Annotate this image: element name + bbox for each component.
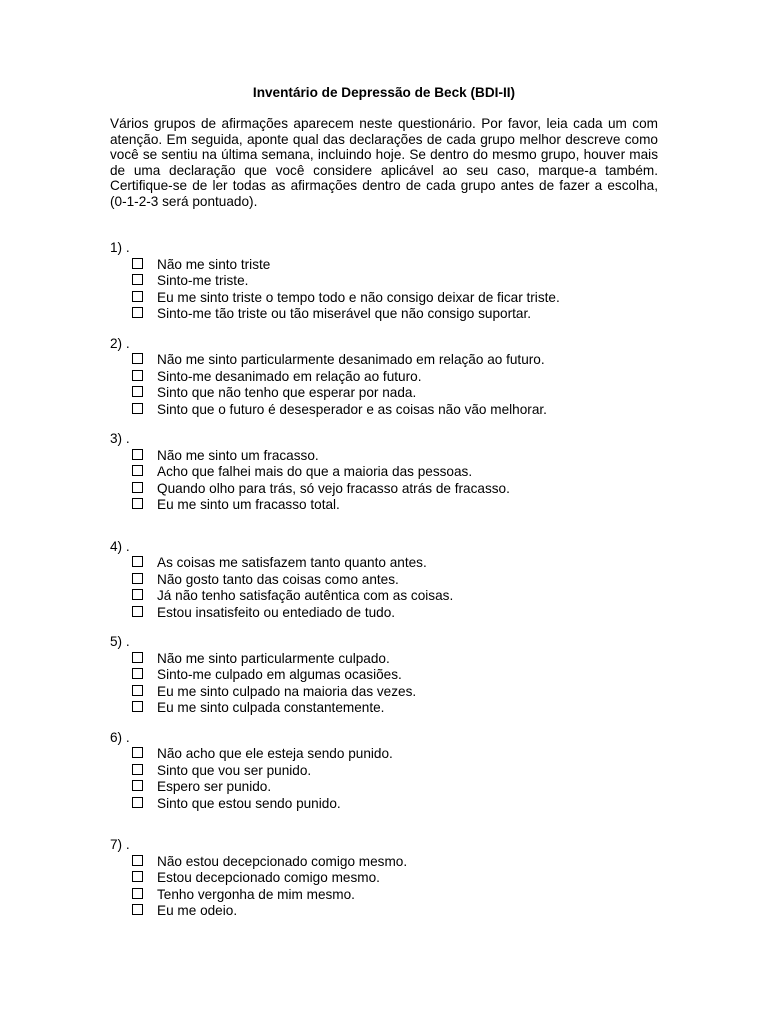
option-label: Sinto-me triste. bbox=[157, 273, 249, 288]
answer-option[interactable] bbox=[110, 684, 658, 701]
answer-option[interactable] bbox=[110, 870, 658, 887]
checkbox-icon[interactable] bbox=[132, 797, 143, 808]
option-label: As coisas me satisfazem tanto quanto antes. bbox=[157, 555, 427, 570]
checkbox-icon[interactable] bbox=[132, 465, 143, 476]
answer-option[interactable] bbox=[110, 402, 658, 419]
answer-option[interactable] bbox=[110, 572, 658, 589]
answer-option[interactable] bbox=[110, 903, 658, 920]
answer-option[interactable] bbox=[110, 306, 658, 323]
answer-option[interactable] bbox=[110, 588, 658, 605]
option-label: Sinto que vou ser punido. bbox=[157, 762, 312, 778]
question-number: 7) . bbox=[110, 837, 130, 852]
option-label: Sinto-me tão triste ou tão miserável que não consigo suportar. bbox=[157, 306, 532, 321]
checkbox-icon[interactable] bbox=[132, 449, 143, 460]
question-number: 4) . bbox=[110, 538, 130, 554]
option-label: Sinto-me desanimado em relação ao futuro. bbox=[157, 368, 422, 384]
checkbox-icon[interactable] bbox=[132, 556, 143, 567]
question-7 bbox=[110, 837, 658, 920]
answer-option[interactable] bbox=[110, 385, 658, 402]
question-2 bbox=[110, 336, 658, 419]
instructions-paragraph: Vários grupos de afirmações aparecem neste questionário. Por favor, leia cada um com atenção. Em seguida, aponte qual das declarações de cada grupo melhor descreve como você se sentiu na última semana, incluindo hoje. Se dentro do mesmo grupo, houver mais de uma declaração que você considere aplicável ao seu caso, marque-a também. Certifique-se de ler todas as afirmações dentro de cada grupo antes de fazer a escolha, (0-1-2-3 será pontuado). bbox=[110, 116, 658, 209]
option-label: Eu me odeio. bbox=[157, 903, 238, 918]
checkbox-icon[interactable] bbox=[132, 855, 143, 866]
document-title: Inventário de Depressão de Beck (BDI-II) bbox=[252, 85, 516, 100]
option-label: Eu me sinto culpada constantemente. bbox=[157, 700, 385, 715]
option-label: Estou insatisfeito ou entediado de tudo. bbox=[157, 604, 396, 620]
answer-option[interactable] bbox=[110, 887, 658, 904]
answer-option[interactable] bbox=[110, 763, 658, 780]
checkbox-icon[interactable] bbox=[132, 291, 143, 302]
checkbox-icon[interactable] bbox=[132, 668, 143, 679]
question-6 bbox=[110, 730, 658, 813]
question-4 bbox=[110, 539, 658, 622]
option-label: Acho que falhei mais do que a maioria das pessoas. bbox=[157, 464, 473, 479]
option-label: Estou decepcionado comigo mesmo. bbox=[157, 870, 380, 885]
question-number: 2) . bbox=[110, 335, 130, 351]
checkbox-icon[interactable] bbox=[132, 386, 143, 397]
checkbox-icon[interactable] bbox=[132, 274, 143, 285]
answer-option[interactable] bbox=[110, 746, 658, 763]
answer-option[interactable] bbox=[110, 667, 658, 684]
checkbox-icon[interactable] bbox=[132, 589, 143, 600]
answer-option[interactable] bbox=[110, 448, 658, 465]
answer-option[interactable] bbox=[110, 369, 658, 386]
checkbox-icon[interactable] bbox=[132, 888, 143, 899]
answer-option[interactable] bbox=[110, 352, 658, 369]
question-number: 1) . bbox=[110, 240, 130, 255]
option-label: Espero ser punido. bbox=[157, 779, 272, 794]
option-label: Não gosto tanto das coisas como antes. bbox=[157, 571, 399, 587]
option-label: Eu me sinto um fracasso total. bbox=[157, 497, 340, 512]
answer-option[interactable] bbox=[110, 464, 658, 481]
option-label: Tenho vergonha de mim mesmo. bbox=[157, 886, 355, 902]
option-label: Não acho que ele esteja sendo punido. bbox=[157, 746, 393, 761]
checkbox-icon[interactable] bbox=[132, 370, 143, 381]
checkbox-icon[interactable] bbox=[132, 307, 143, 318]
checkbox-icon[interactable] bbox=[132, 652, 143, 663]
answer-option[interactable] bbox=[110, 700, 658, 717]
answer-option[interactable] bbox=[110, 779, 658, 796]
question-list bbox=[110, 240, 658, 920]
checkbox-icon[interactable] bbox=[132, 573, 143, 584]
document-page bbox=[110, 84, 658, 933]
checkbox-icon[interactable] bbox=[132, 780, 143, 791]
option-label: Já não tenho satisfação autêntica com as coisas. bbox=[157, 588, 454, 603]
question-5 bbox=[110, 634, 658, 717]
answer-option[interactable] bbox=[110, 290, 658, 307]
checkbox-icon[interactable] bbox=[132, 498, 143, 509]
checkbox-icon[interactable] bbox=[132, 353, 143, 364]
option-label: Sinto que não tenho que esperar por nada. bbox=[157, 385, 417, 400]
checkbox-icon[interactable] bbox=[132, 403, 143, 414]
answer-option[interactable] bbox=[110, 273, 658, 290]
checkbox-icon[interactable] bbox=[132, 606, 143, 617]
answer-option[interactable] bbox=[110, 481, 658, 498]
answer-option[interactable] bbox=[110, 605, 658, 622]
option-label: Não estou decepcionado comigo mesmo. bbox=[157, 853, 408, 869]
option-label: Sinto que o futuro é desesperador e as coisas não vão melhorar. bbox=[157, 401, 547, 417]
checkbox-icon[interactable] bbox=[132, 904, 143, 915]
answer-option[interactable] bbox=[110, 796, 658, 813]
answer-option[interactable] bbox=[110, 651, 658, 668]
answer-option[interactable] bbox=[110, 497, 658, 514]
option-label: Sinto que estou sendo punido. bbox=[157, 795, 341, 811]
answer-option[interactable] bbox=[110, 555, 658, 572]
checkbox-icon[interactable] bbox=[132, 747, 143, 758]
question-3 bbox=[110, 431, 658, 514]
option-label: Eu me sinto triste o tempo todo e não consigo deixar de ficar triste. bbox=[157, 289, 560, 305]
checkbox-icon[interactable] bbox=[132, 871, 143, 882]
question-number: 3) . bbox=[110, 431, 130, 446]
option-label: Quando olho para trás, só vejo fracasso atrás de fracasso. bbox=[157, 480, 510, 496]
option-label: Sinto-me culpado em algumas ocasiões. bbox=[157, 667, 402, 682]
question-number: 6) . bbox=[110, 729, 130, 745]
option-label: Não me sinto particularmente culpado. bbox=[157, 650, 390, 666]
checkbox-icon[interactable] bbox=[132, 258, 143, 269]
option-label: Não me sinto triste bbox=[157, 256, 271, 272]
checkbox-icon[interactable] bbox=[132, 482, 143, 493]
checkbox-icon[interactable] bbox=[132, 685, 143, 696]
option-label: Não me sinto um fracasso. bbox=[157, 447, 319, 463]
checkbox-icon[interactable] bbox=[132, 764, 143, 775]
question-1 bbox=[110, 240, 658, 323]
option-label: Não me sinto particularmente desanimado em relação ao futuro. bbox=[157, 352, 545, 367]
option-label: Eu me sinto culpado na maioria das vezes. bbox=[157, 683, 417, 699]
checkbox-icon[interactable] bbox=[132, 701, 143, 712]
answer-option[interactable] bbox=[110, 854, 658, 871]
question-number: 5) . bbox=[110, 634, 130, 649]
answer-option[interactable] bbox=[110, 257, 658, 274]
